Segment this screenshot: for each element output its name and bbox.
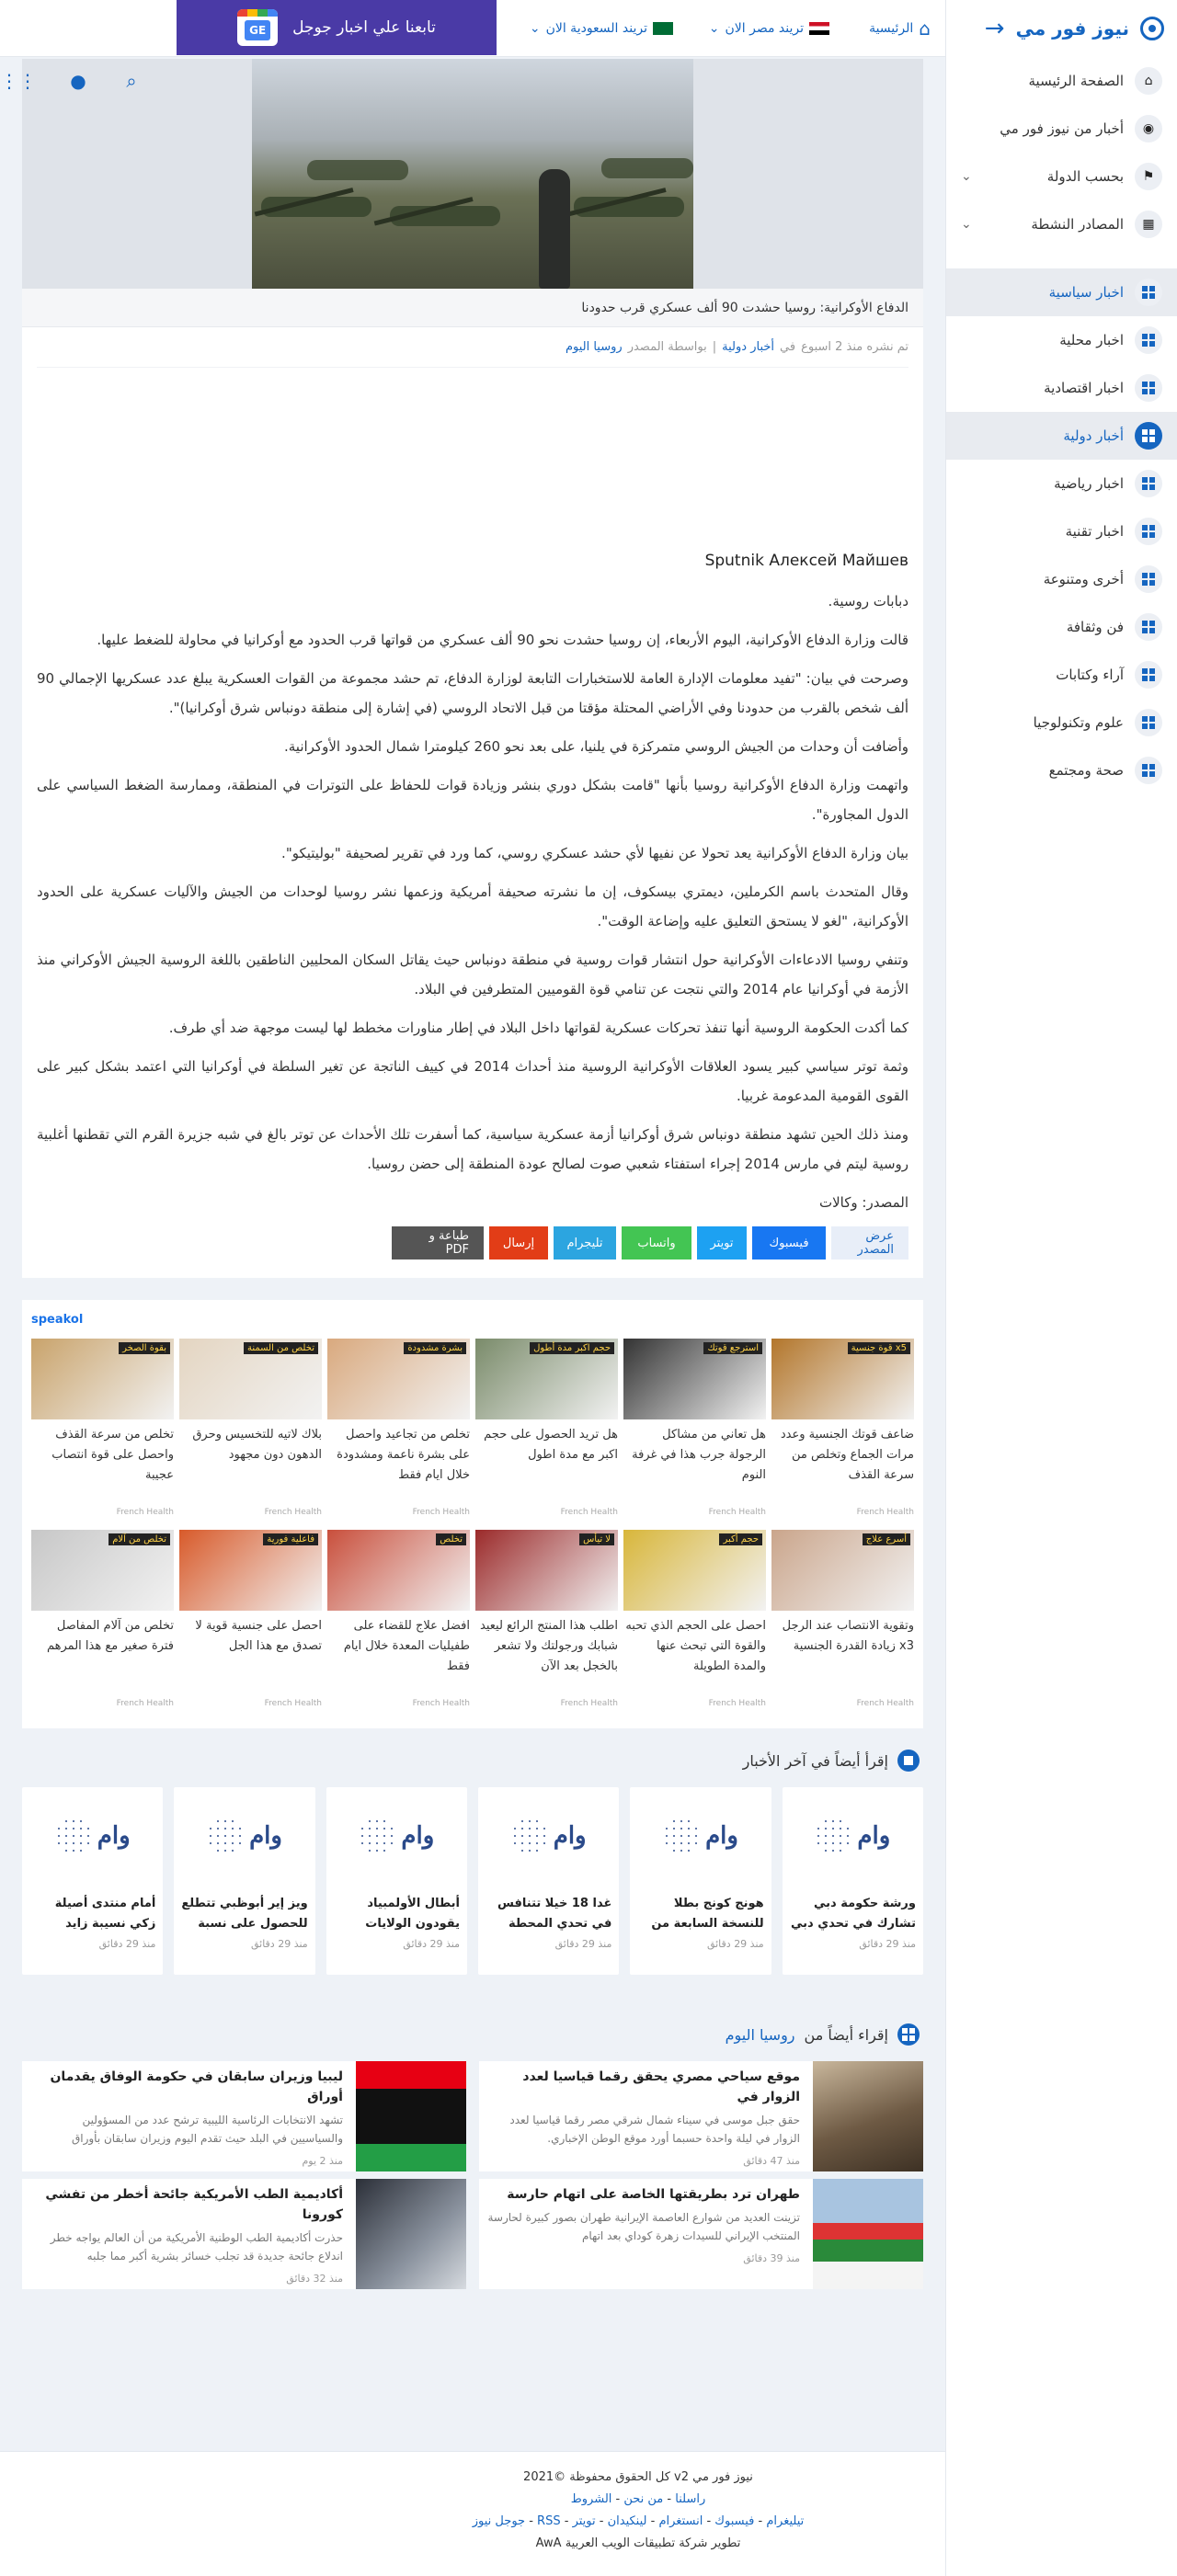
chevron-down-icon[interactable]: ⌄ <box>961 169 972 184</box>
sponsored-grid <box>31 1339 914 1710</box>
sponsored-image-text: أسرع علاج <box>863 1533 910 1545</box>
article-paragraph: وأضافت أن وحدات من الجيش الروسي متمركزة في يلنيا، على بعد نحو 260 كيلومترا شمال الحدود الأوكرانية. <box>283 738 908 755</box>
article-paragraph: وقال المتحدث باسم الكرملين، ديمتري بيسكوف، إن ما نشرته صحيفة أمريكية وزعمها نشر روسيا لوحدات من الجيش والآليات عسكرية على الحدود الأوكرانية، "لغو لا يستحق التعليق عليه وإضاعة الوقت". <box>37 883 908 929</box>
chevron-down-icon: ⌄ <box>529 21 541 36</box>
latest-news-card[interactable] <box>630 1787 771 1975</box>
wam-dots-icon <box>815 1818 851 1854</box>
developer-credit: تطوير شركة تطبيقات الويب العربية AwA <box>535 2536 741 2550</box>
sidebar-item-label: اخبار سياسية <box>1048 284 1124 301</box>
sponsored-title: هل تريد الحصول على حجم اكبر مع مدة اطول <box>484 1428 618 1462</box>
sponsored-title: اطلب هذا المنتج الرائع ليعيد شبابك ورجولتك ولا تشعر بالخجل بعد الآن <box>480 1619 618 1673</box>
sponsored-card[interactable] <box>327 1530 470 1710</box>
google-news-label: تابعنا علي اخبار جوجل <box>292 18 436 37</box>
top-bar <box>0 0 945 57</box>
flag-icon: ⚑ <box>1135 163 1162 190</box>
source-link[interactable]: روسيا اليوم <box>565 340 623 354</box>
share-bar <box>37 1226 908 1260</box>
wam-logo <box>790 1795 916 1877</box>
article-tools <box>0 59 166 103</box>
sponsored-card[interactable] <box>623 1339 766 1519</box>
sidebar-item-arts[interactable] <box>946 603 1177 651</box>
sources-icon: ▦ <box>1135 211 1162 238</box>
account-icon[interactable]: ● <box>70 70 86 92</box>
wam-dots-icon <box>663 1818 700 1854</box>
related-desc: حذرت أكاديمية الطب الوطنية الأمريكية من أن العالم يواجه خطر اندلاع جائحة جديدة قد تجلب خسائر بشرية أكبر مما جلبه <box>50 2231 343 2263</box>
sidebar-item-by-country[interactable] <box>946 153 1177 200</box>
sidebar-item-label: أخبار من نيوز فور مي <box>1000 120 1124 137</box>
grid-icon <box>1135 374 1162 402</box>
collapse-arrow-icon[interactable]: → <box>984 15 1005 42</box>
sponsored-image-text: تخلص من السمنة <box>244 1342 318 1354</box>
sponsored-source: French Health <box>264 1699 322 1708</box>
latest-news-time: منذ 29 دقائق <box>554 1938 612 1950</box>
sponsored-title: تخلص من آلام المفاصل فترة صغير مع هذا المرهم <box>47 1619 174 1653</box>
sidebar-item-tech[interactable] <box>946 507 1177 555</box>
related-card[interactable] <box>479 2179 923 2289</box>
related-body <box>479 2061 804 2171</box>
footer-link[interactable]: RSS <box>537 2514 561 2528</box>
sponsored-title: وتقوية الانتصاب عند الرجل x3 زيادة القدرة الجنسية <box>782 1619 914 1653</box>
speakol-logo[interactable]: speakol <box>31 1313 84 1327</box>
related-heading-prefix: إقراء أيضاً من <box>804 2025 888 2044</box>
sidebar-item-international[interactable] <box>946 412 1177 460</box>
wam-logo <box>29 1795 155 1877</box>
latest-news-title: أمام منتدى أصيلة زكي نسيبة زايد <box>54 1897 156 1931</box>
grid-icon <box>1135 518 1162 545</box>
footer-link[interactable]: راسلنا <box>675 2492 706 2506</box>
wam-dots-icon <box>359 1818 395 1854</box>
article-body <box>22 327 923 1278</box>
latest-news-card[interactable] <box>478 1787 619 1975</box>
related-desc: تشهد الانتخابات الرئاسية الليبية ترشح عدد من المسؤولين والسياسيين في البلد حيث تقدم اليوم وزيران سابقان بأوراق <box>71 2114 343 2145</box>
wam-logo-text: وام <box>401 1822 435 1849</box>
google-news-follow-button[interactable] <box>177 0 497 55</box>
sidebar-item-label: علوم وتكنولوجيا <box>1033 714 1124 731</box>
wam-dots-icon <box>207 1818 244 1854</box>
nav-home-label: الرئيسية <box>869 21 914 36</box>
article-paragraph: واتهمت وزارة الدفاع الأوكرانية روسيا بأنها "قامت بشكل دوري بنشر وزيادة قوات للحفاظ على التوترات في المنطقة، وممارسة الضغط السياسي على الدول المجاورة". <box>37 777 908 823</box>
sponsored-title: ضاعف قوتك الجنسية وعدد مرات الجماع وتخلص من سرعة القذف <box>780 1428 914 1482</box>
related-image <box>813 2061 923 2171</box>
latest-news-card[interactable] <box>326 1787 467 1975</box>
home-icon: ⌂ <box>919 17 931 40</box>
latest-news-card[interactable] <box>783 1787 923 1975</box>
sponsored-source: French Health <box>116 1508 174 1517</box>
related-card[interactable] <box>22 2179 466 2289</box>
wam-logo-text: وام <box>553 1822 587 1849</box>
radio-icon: ◉ <box>1135 115 1162 142</box>
latest-news-title: غدا 18 خيلا تتنافس في تحدي المحطة <box>497 1897 612 1931</box>
grid-icon <box>1135 709 1162 736</box>
footer-links-social: تيليغرام - فيسبوك - انستغرام - لينكيدان - تويتر - RSS - جوجل نيوز <box>472 2514 805 2528</box>
related-title: ليبيا وزيران سابقان في حكومة الوفاق يقدمان أوراق <box>50 2069 343 2104</box>
sponsored-source: French Health <box>856 1699 914 1708</box>
sponsored-image-text: x5 قوة جنسية <box>848 1342 910 1354</box>
sidebar-item-politics[interactable] <box>946 268 1177 316</box>
sponsored-source: French Health <box>560 1508 618 1517</box>
ad-space <box>37 368 908 552</box>
sponsored-image <box>327 1530 470 1611</box>
wam-logo <box>181 1795 307 1877</box>
article-paragraph: قالت وزارة الدفاع الأوكرانية، اليوم الأربعاء، إن روسيا حشدت نحو 90 ألف عسكري من قواتها قرب الحدود مع أوكرانيا في محاولة للضغط عليها. <box>97 632 908 648</box>
wam-logo-text: وام <box>97 1822 131 1849</box>
sponsored-title: افضل علاج للقضاء على طفيليات المعدة خلال ايام فقط <box>343 1619 470 1673</box>
grid-icon <box>1135 326 1162 354</box>
sidebar-item-opinions[interactable] <box>946 651 1177 699</box>
related-desc: حقق جبل موسى في سيناء شمال شرقي مصر رقما قياسيا لعدد الزوار في ليلة واحدة حسبما أورد موقع الوطن الإخباري. <box>509 2114 800 2145</box>
sponsored-image <box>179 1530 322 1611</box>
sidebar-item-home[interactable] <box>946 57 1177 105</box>
latest-news-title: ويز إير أبوظبي تتطلع للحصول على نسبة <box>181 1897 308 1931</box>
sponsored-card[interactable] <box>475 1530 618 1710</box>
footer-link[interactable]: تويتر <box>572 2514 596 2528</box>
latest-news-time: منذ 29 دقائق <box>98 1938 156 1950</box>
grid-icon <box>1135 613 1162 641</box>
brand-bar <box>946 0 1177 57</box>
main-content <box>0 59 923 2289</box>
sponsored-title: تخلص من تجاعيد واحصل على بشرة ناعمة ومشدودة خلال ايام فقط <box>337 1428 470 1482</box>
view-source-button[interactable]: عرض المصدر <box>831 1226 908 1260</box>
tanks-photo <box>252 59 693 289</box>
sponsored-image-text: تخلص من آلام <box>109 1533 170 1545</box>
article-paragraph: كما أكدت الحكومة الروسية أنها تنفذ تحركات عسكرية لقواتها داخل البلاد في إطار مناورات مخطط لها ليست موجهة ضد أي طرف. <box>168 1020 908 1036</box>
article-paragraph: وصرحت في بيان: "تفيد معلومات الإدارة العامة للاستخبارات التابعة لوزارة الدفاع، تم حشد مجموعة من القوات العسكرية يبلغ عدد عسكريها الإجمالي 90 ألف شخص بالقرب من حدودنا وفي الأراضي المحتلة مؤقتا من قبل الاتحاد الروسي (في إشارة إلى منطقة دونباس شرق أوكرانيا)". <box>37 670 908 716</box>
sponsored-image <box>31 1530 174 1611</box>
wam-logo <box>334 1795 460 1877</box>
wam-dots-icon <box>511 1818 548 1854</box>
send-button[interactable]: إرسال <box>489 1226 548 1260</box>
sidebar-item-health[interactable] <box>946 747 1177 794</box>
sponsored-image-text: فاعلية فورية <box>263 1533 318 1545</box>
home-icon: ⌂ <box>1135 67 1162 95</box>
sponsored-source: French Health <box>264 1508 322 1517</box>
sponsored-image <box>475 1339 618 1419</box>
related-desc: تزينت العديد من شوارع العاصمة الإيرانية طهران بصور كبيرة لحارسة المنتخب الإيراني للسيدات زهرة كوداي بعد اتهام <box>487 2211 800 2242</box>
sidebar-item-label: الصفحة الرئيسية <box>1028 73 1124 89</box>
sponsored-image <box>623 1530 766 1611</box>
grid-icon <box>1135 661 1162 689</box>
app-title[interactable]: نيوز فور مي <box>1015 17 1129 40</box>
article-source-note: المصدر: وكالات <box>819 1194 908 1211</box>
copyright: نيوز فور مي v2 كل الحقوق محفوظة ©2021 <box>523 2470 753 2484</box>
grid-icon <box>897 2023 920 2046</box>
article-paragraph: وتنفي روسيا الادعاءات الأوكرانية حول انتشار قوات روسية في منطقة دونباس حيث يقاتل السكان المحليين الناطقين باللغة الروسية الجيش الأوكراني منذ الأزمة في أوكرانيا عام 2014 والتي نتجت عن تنامي قوة القوميين المتطرفين في البلاد. <box>37 952 908 997</box>
latest-news-title: ورشة حكومة دبي تشارك في تحدي دبي <box>790 1897 916 1931</box>
footer-link[interactable]: الشروط <box>570 2492 612 2506</box>
sidebar-item-label: اخبار اقتصادية <box>1044 380 1124 396</box>
sidebar-item-misc[interactable] <box>946 555 1177 603</box>
sponsored-image <box>31 1339 174 1419</box>
latest-heading-text: إقرأ أيضاً في آخر الأخبار <box>742 1751 888 1770</box>
search-icon[interactable]: ⌕ <box>126 70 137 92</box>
photo-caption: الدفاع الأوكرانية: روسيا حشدت 90 ألف عسكري قرب حدودنا <box>22 289 923 327</box>
nav-trend-saudi-label: تريند السعودية الان <box>545 21 647 36</box>
wam-logo-text: وام <box>705 1822 738 1849</box>
sidebar-item-active-sources[interactable] <box>946 200 1177 248</box>
sponsored-source: French Health <box>560 1699 618 1708</box>
photo-credit: Sputnik Алексей Майшев <box>704 552 908 570</box>
footer <box>0 2451 945 2576</box>
latest-news-title: أبطال الأولمبياد يقودون الولايات <box>365 1897 461 1931</box>
latest-news-time: منذ 29 دقائق <box>859 1938 916 1950</box>
sidebar-item-label: أخرى ومتنوعة <box>1043 571 1124 587</box>
sidebar-item-local[interactable] <box>946 316 1177 364</box>
related-image <box>356 2061 466 2171</box>
related-heading-source[interactable]: روسيا اليوم <box>725 2025 795 2044</box>
footer-link[interactable]: تيليغرام <box>766 2514 805 2528</box>
share-facebook-button[interactable]: فيسبوك <box>752 1226 826 1260</box>
footer-link[interactable]: من نحن <box>623 2492 664 2506</box>
latest-news-heading <box>22 1734 923 1787</box>
sponsored-card[interactable] <box>475 1339 618 1519</box>
related-card[interactable] <box>22 2061 466 2171</box>
grid-icon <box>1135 422 1162 450</box>
latest-news-time: منذ 29 دقائق <box>250 1938 308 1950</box>
print-pdf-button[interactable]: طباعة و PDF <box>392 1226 484 1260</box>
article-paragraph: دبابات روسية. <box>828 593 908 610</box>
sponsored-image-text: لا تيأس <box>579 1533 614 1545</box>
sidebar <box>945 0 1177 2576</box>
sponsored-image <box>327 1339 470 1419</box>
logo-icon[interactable] <box>1140 17 1164 40</box>
sidebar-item-label: صحة ومجتمع <box>1048 762 1124 779</box>
grid-icon <box>1135 757 1162 784</box>
sponsored-image <box>771 1339 914 1419</box>
sponsored-card[interactable] <box>771 1530 914 1710</box>
meta-separator: | <box>712 340 717 354</box>
latest-news-card[interactable] <box>22 1787 163 1975</box>
footer-link[interactable]: جوجل نيوز <box>472 2514 526 2528</box>
sidebar-item-economy[interactable] <box>946 364 1177 412</box>
related-card[interactable] <box>479 2061 923 2171</box>
chevron-down-icon: ⌄ <box>708 21 720 36</box>
article-paragraph: وثمة توتر سياسي كبير يسود العلاقات الأوكرانية الروسية منذ أحداث 2014 في كييف الناتجة عن تغير السلطة في أوكرانيا التي اعتمد بشكل كبير على القوى القومية المدعومة غربيا. <box>37 1058 908 1104</box>
published-time: تم نشره منذ 2 اسبوع <box>801 340 908 354</box>
saudi-flag-icon <box>653 22 673 35</box>
grid-icon <box>1135 279 1162 306</box>
article-meta <box>37 327 908 368</box>
related-body <box>22 2061 347 2171</box>
wam-logo-text: وام <box>857 1822 891 1849</box>
related-image <box>356 2179 466 2289</box>
sponsored-image-text: حجم أكبر <box>719 1533 762 1545</box>
sponsored-card[interactable] <box>623 1530 766 1710</box>
sponsored-image-text: بشرة مشدودة <box>404 1342 466 1354</box>
related-body <box>479 2179 804 2289</box>
sponsored-source: French Health <box>412 1699 470 1708</box>
related-title: طهران ترد بطريقتها الخاصة على اتهام حارسة <box>507 2187 800 2202</box>
sidebar-item-label: المصادر النشطة <box>1031 216 1124 233</box>
footer-links-primary: راسلنا - من نحن - الشروط <box>570 2492 706 2506</box>
meta-via: بواسطة المصدر <box>627 340 707 354</box>
sponsored-image <box>771 1530 914 1611</box>
sponsored-image <box>179 1339 322 1419</box>
sponsored-source: French Health <box>116 1699 174 1708</box>
sponsored-source: French Health <box>708 1508 766 1517</box>
related-title: أكاديمية الطب الأمريكية جائحة أخطر من تفشي كورونا <box>45 2187 343 2222</box>
grid-icon <box>1135 565 1162 593</box>
sidebar-item-science[interactable] <box>946 699 1177 747</box>
sidebar-item-sports[interactable] <box>946 460 1177 507</box>
sponsored-source: French Health <box>412 1508 470 1517</box>
sponsored-card[interactable] <box>179 1530 322 1710</box>
sidebar-item-label: فن وثقافة <box>1066 619 1124 635</box>
related-time: منذ 2 يوم <box>302 2155 343 2167</box>
grid-icon <box>1135 470 1162 497</box>
sponsored-widget <box>22 1300 923 1728</box>
latest-news-row <box>22 1787 923 1975</box>
share-whatsapp-button[interactable]: واتساب <box>622 1226 691 1260</box>
chevron-down-icon[interactable]: ⌄ <box>961 217 972 232</box>
egypt-flag-icon <box>809 22 829 35</box>
latest-news-card[interactable] <box>174 1787 314 1975</box>
related-time: منذ 32 دقائق <box>286 2273 343 2285</box>
nav-trend-egypt[interactable] <box>709 0 829 57</box>
nav-trend-saudi[interactable] <box>530 0 673 57</box>
sidebar-item-label: أخبار دولية <box>1063 427 1124 444</box>
sponsored-source: French Health <box>856 1508 914 1517</box>
latest-news-time: منذ 29 دقائق <box>403 1938 461 1950</box>
wam-logo <box>486 1795 611 1877</box>
share-telegram-button[interactable]: تليجرام <box>554 1226 616 1260</box>
sponsored-card[interactable] <box>179 1339 322 1519</box>
wam-logo <box>637 1795 763 1877</box>
sponsored-image <box>623 1339 766 1419</box>
latest-news-time: منذ 29 دقائق <box>706 1938 764 1950</box>
sponsored-image <box>475 1530 618 1611</box>
sidebar-item-label: اخبار تقنية <box>1065 523 1124 540</box>
related-body <box>22 2179 347 2289</box>
share-twitter-button[interactable]: تويتر <box>697 1226 747 1260</box>
related-time: منذ 47 دقائق <box>743 2155 800 2167</box>
sponsored-title: احصل على الحجم الذي تحبه والقوة التي تبحث عنها والمدة الطويلة <box>625 1619 766 1673</box>
sponsored-image-text: حجم اكبر مدة أطول <box>530 1342 614 1354</box>
sidebar-item-label: بحسب الدولة <box>1046 168 1124 185</box>
sidebar-item-label: اخبار محلية <box>1059 332 1124 348</box>
sponsored-title: تخلص من سرعة القذف واحصل على قوة انتصاب عجيبة <box>51 1428 174 1482</box>
sponsored-image-text: تخلص <box>436 1533 466 1545</box>
sidebar-item-label: آراء وكتابات <box>1056 667 1124 683</box>
sidebar-item-label: اخبار رياضية <box>1054 475 1124 492</box>
soldier-figure <box>539 169 570 289</box>
sponsored-title: هل تعاني من مشاكل الرجولة جرب هذا في غرفة النوم <box>632 1428 766 1482</box>
related-title: موقع سياحي مصري يحقق رقما قياسيا لعدد الزوار في <box>522 2069 800 2104</box>
box-icon <box>897 1750 920 1772</box>
article-paragraph: ومنذ ذلك الحين تشهد منطقة دونباس شرق أوكرانيا أزمة عسكرية سياسية، كما أسفرت تلك الأحداث عن توتر بالغ في شبه جزيرة القرم التي تقطنها أغلبية روسية ليتم في مارس 2014 إجراء استفتاء شعبي صوت لصالح عودة المنطقة إلى حضن روسيا. <box>37 1126 908 1172</box>
related-image <box>813 2179 923 2289</box>
sponsored-image-text: بقوة الصخر <box>119 1342 170 1354</box>
wam-dots-icon <box>55 1818 92 1854</box>
category-link[interactable]: أخبار دولية <box>722 340 775 354</box>
related-grid <box>22 2061 923 2289</box>
sponsored-title: بلاك لاتيه للتخسيس وحرق الدهون دون مجهود <box>192 1428 322 1462</box>
sidebar-item-news4me[interactable] <box>946 105 1177 153</box>
sponsored-source: French Health <box>708 1699 766 1708</box>
sponsored-card[interactable] <box>771 1339 914 1519</box>
related-time: منذ 39 دقائق <box>743 2252 800 2264</box>
footer-link[interactable]: فيسبوك <box>714 2514 755 2528</box>
related-heading <box>22 2008 923 2061</box>
google-news-icon: GE <box>237 9 278 46</box>
apps-grid-icon[interactable]: ⋮⋮ <box>0 70 37 92</box>
sponsored-title: احصل على جنسية قوية لا تصدق مع هذا الجل <box>195 1619 322 1653</box>
article-paragraph: بيان وزارة الدفاع الأوكرانية يعد تحولا عن نفيها لأي حشد عسكري روسي، كما ورد في تقرير لصحيفة "بوليتيكو". <box>281 845 908 861</box>
nav-home[interactable] <box>869 0 931 57</box>
wam-logo-text: وام <box>249 1822 282 1849</box>
footer-link[interactable]: انستغرام <box>658 2514 703 2528</box>
latest-news-title: هونج كونج بطلا للنسخة السابعة من <box>651 1897 764 1931</box>
sponsored-card[interactable] <box>31 1339 174 1519</box>
sponsored-card[interactable] <box>31 1530 174 1710</box>
meta-in: في <box>780 340 796 354</box>
footer-link[interactable]: لينكيدان <box>607 2514 647 2528</box>
sponsored-card[interactable] <box>327 1339 470 1519</box>
nav-trend-egypt-label: تريند مصر الان <box>725 21 804 36</box>
sponsored-image-text: استرجع قوتك <box>703 1342 762 1354</box>
